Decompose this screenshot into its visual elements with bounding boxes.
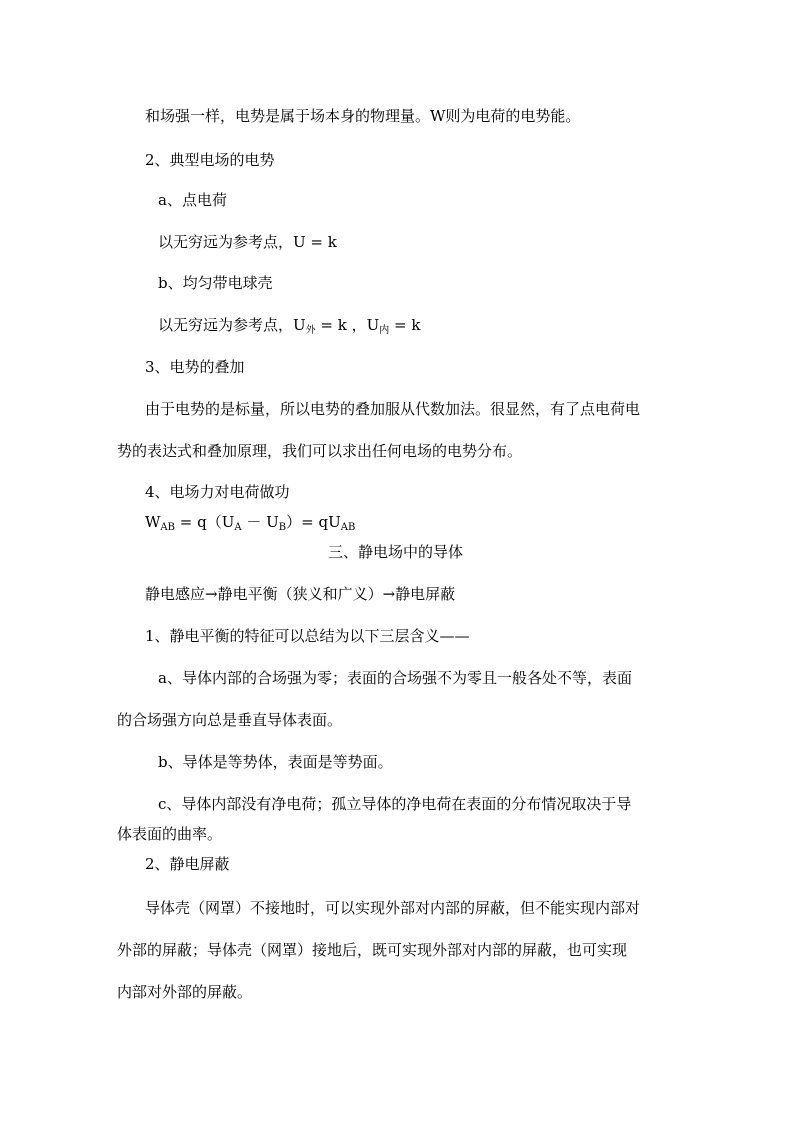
formula-work-done (145, 512, 355, 532)
heading-equilibrium-features: 1、静电平衡的特征可以总结为以下三层含义—— (145, 627, 470, 645)
subscript-outer: 外 (305, 325, 316, 336)
item-b: b、导体是等势体，表面是等势面。 (158, 753, 393, 771)
formula-eq1: = q（U (175, 513, 235, 531)
formula-shell-suffix: = k (389, 316, 421, 334)
item-c-line-1: c、导体内部没有净电荷；孤立导体的净电荷在表面的分布情况取决于导 (158, 795, 632, 813)
heading-shielding: 2、静电屏蔽 (145, 855, 230, 873)
subscript-ab-2: AB (340, 522, 356, 533)
paragraph-superposition-line-2: 势的表达式和叠加原理，我们可以求出任何电场的电势分布。 (117, 442, 523, 460)
subscript-inner: 内 (379, 325, 390, 336)
formula-shell-mid: = k ，U (315, 316, 380, 334)
subscript-b: B (278, 522, 287, 533)
paragraph-line-1: 和场强一样，电势是属于场本身的物理量。W则为电荷的电势能。 (145, 107, 581, 125)
formula-shell-prefix: 以无穷远为参考点，U (158, 316, 306, 334)
section-title-conductors: 三、静电场中的导体 (328, 543, 464, 561)
formula-point-charge: 以无穷远为参考点，U = k (158, 233, 337, 251)
paragraph-superposition-line-1: 由于电势的是标量，所以电势的叠加服从代数加法。很显然，有了点电荷电 (145, 400, 641, 418)
subscript-a: A (234, 522, 242, 533)
item-a-line-1: a、导体内部的合场强为零；表面的合场强不为零且一般各处不等，表面 (158, 669, 632, 687)
item-charged-shell: b、均匀带电球壳 (158, 274, 273, 292)
subscript-ab-1: AB (160, 522, 175, 533)
formula-eq2: ）= qU (286, 513, 341, 531)
heading-superposition: 3、电势的叠加 (145, 358, 245, 376)
paragraph-shielding-line-2: 外部的屏蔽；导体壳（网罩）接地后，既可实现外部对内部的屏蔽，也可实现 (117, 941, 628, 959)
item-c-line-2: 体表面的曲率。 (117, 825, 223, 843)
paragraph-shielding-line-1: 导体壳（网罩）不接地时，可以实现外部对内部的屏蔽，但不能实现内部对 (145, 899, 641, 917)
paragraph-shielding-line-3: 内部对外部的屏蔽。 (117, 983, 253, 1001)
formula-w: W (145, 513, 161, 531)
item-point-charge: a、点电荷 (158, 191, 227, 209)
concept-chain: 静电感应→静电平衡（狭义和广义）→静电屏蔽 (145, 585, 456, 603)
item-a-line-2: 的合场强方向总是垂直导体表面。 (117, 711, 343, 729)
heading-typical-field-potential: 2、典型电场的电势 (145, 151, 275, 169)
formula-charged-shell (158, 315, 420, 335)
heading-work-done: 4、电场力对电荷做功 (145, 483, 290, 501)
formula-minus: － U (241, 513, 279, 531)
